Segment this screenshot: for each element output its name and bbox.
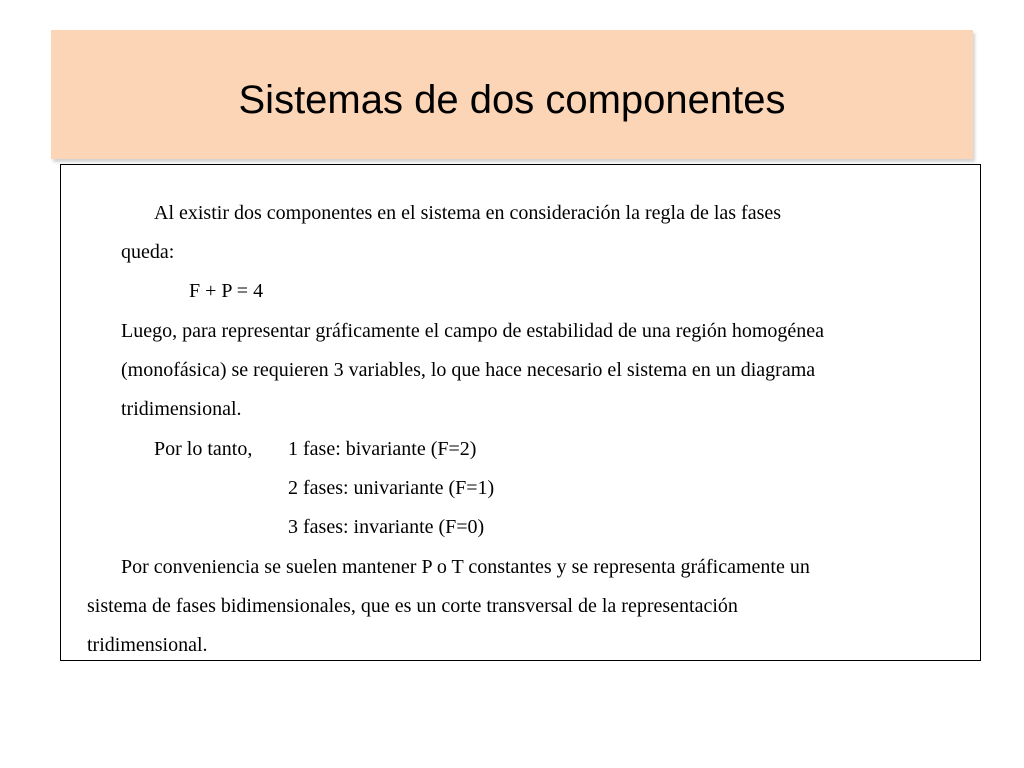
list-item: 3 fases: invariante (F=0) xyxy=(288,516,485,538)
paragraph-line: Por lo tanto, xyxy=(154,438,253,460)
paragraph-line: Por conveniencia se suelen mantener P o T constantes y se representa gráficamente un xyxy=(121,556,810,578)
list-item: 2 fases: univariante (F=1) xyxy=(288,477,495,499)
formula-line: F + P = 4 xyxy=(189,280,264,302)
title-banner xyxy=(51,30,973,159)
paragraph-line: Al existir dos componentes en el sistema en consideración la regla de las fases xyxy=(154,202,782,224)
list-item: 1 fase: bivariante (F=2) xyxy=(288,438,477,460)
slide-title: Sistemas de dos componentes xyxy=(238,78,786,122)
paragraph-line: tridimensional. xyxy=(87,634,208,656)
text-box xyxy=(60,164,981,661)
paragraph-line: tridimensional. xyxy=(121,398,242,420)
paragraph-line: (monofásica) se requieren 3 variables, lo que hace necesario el sistema en un diagrama xyxy=(121,359,816,381)
paragraph-line: queda: xyxy=(121,241,175,263)
paragraph-line: sistema de fases bidimensionales, que es un corte transversal de la representación xyxy=(87,595,738,617)
paragraph-line: Luego, para representar gráficamente el campo de estabilidad de una región homogénea xyxy=(121,320,825,342)
